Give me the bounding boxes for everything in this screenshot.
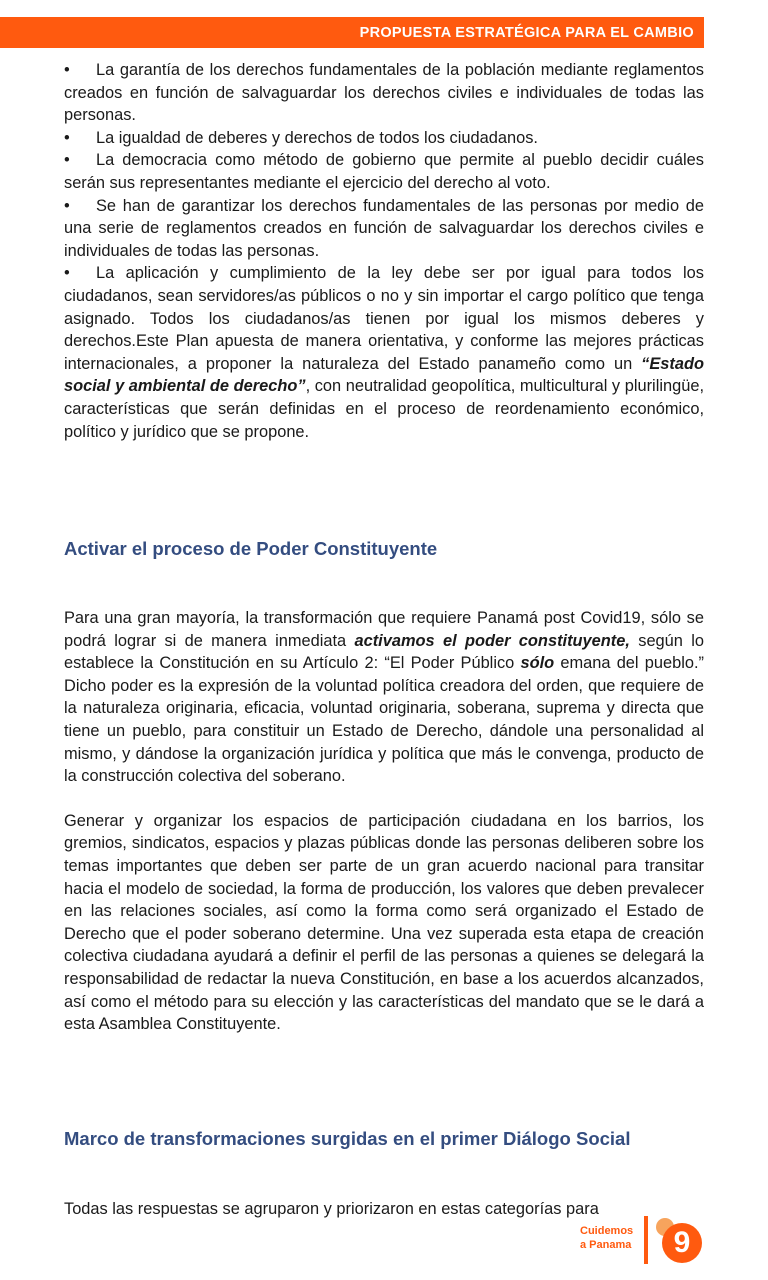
- bullet-icon: •: [64, 264, 70, 283]
- brand-line-2: a Panama: [580, 1239, 632, 1251]
- header-bar: [0, 17, 704, 48]
- paragraph-text: Para una gran mayoría, la transformación que requiere Panamá post Covid19, sólo se podrá lograr si de manera inmediata: [64, 609, 704, 650]
- list-item: [64, 262, 704, 443]
- emphasis-text: sólo: [520, 654, 555, 673]
- list-item-text: , con neutralidad geopolítica, multicultural y plurilingüe, características que serán definidas en el proceso de reordenamiento económico, político y jurídico que se propone.: [64, 377, 704, 441]
- section-heading-marco-transformaciones: Marco de transformaciones surgidas en el primer Diálogo Social: [64, 1128, 631, 1149]
- paragraph: Generar y organizar los espacios de participación ciudadana en los barrios, los gremios, sindicatos, espacios y plazas públicas donde las personas deliberen sobre los temas importantes que deben ser parte de un gran acuerdo nacional para transitar hacia el modelo de sociedad, la forma de producción, los valores que deben prevalecer en las relaciones sociales, así como la forma como será organizado el Estado de Derecho que el poder soberano determine. Una vez superada esta etapa de creación colectiva ciudadana ayudará a definir el perfil de las personas a quienes se delegará la responsabilidad de redactar la nueva Constitución, en base a los acuerdos alcanzados, así como el método para su elección y las características del mandato que se le dará a esta Asamblea Constituyente.: [64, 811, 704, 1034]
- paragraph: Todas las respuestas se agruparon y priorizaron en estas categorías para: [64, 1200, 599, 1218]
- list-item-text: La igualdad de deberes y derechos de todos los ciudadanos.: [96, 128, 538, 147]
- list-item: [64, 149, 704, 194]
- page-number: 9: [662, 1223, 702, 1263]
- header-title: PROPUESTA ESTRATÉGICA PARA EL CAMBIO: [359, 24, 694, 41]
- paragraph: [64, 607, 704, 788]
- footer-divider: [644, 1216, 648, 1264]
- list-item-text: La democracia como método de gobierno que permite al pueblo decidir cuáles serán sus representantes mediante el ejercicio del derecho al voto.: [64, 151, 704, 192]
- paragraph-text: emana del pueblo.” Dicho poder es la expresión de la voluntad política creadora del orden, que requiere de la naturaleza originaria, eficacia, voluntad originaria, soberana, suprema y directa que tiene un pueblo, para constituir un Estado de Derecho, dándole una personalidad al mismo, y dándose la organización jurídica y política que más le convenga, producto de la construcción colectiva del soberano.: [64, 654, 704, 786]
- section-body-poder-constituyente: [64, 607, 704, 1036]
- bullet-icon: •: [64, 61, 70, 79]
- list-item: [64, 195, 704, 263]
- brand-logo: [580, 1224, 633, 1252]
- list-item-text: La garantía de los derechos fundamentales de la población mediante reglamentos creados en función de salvaguardar los derechos civiles e individuales de todas las personas.: [64, 61, 704, 125]
- principles-list: [64, 59, 704, 443]
- section-heading-poder-constituyente: Activar el proceso de Poder Constituyente: [64, 538, 438, 559]
- list-item: [64, 127, 704, 150]
- list-item: [64, 59, 704, 127]
- list-item-text: Se han de garantizar los derechos fundamentales de las personas por medio de una serie de reglamentos creados en función de salvaguardar los derechos civiles e individuales de todas las personas.: [64, 196, 704, 260]
- brand-line-1: Cuidemos: [580, 1225, 634, 1237]
- page-footer: [580, 1216, 710, 1268]
- paragraph-text: según lo establece la Constitución en su Artículo 2: “El Poder Público: [64, 631, 704, 673]
- list-item-text: La aplicación y cumplimiento de la ley debe ser por igual para todos los ciudadanos, sean servidores/as públicos o no y sin importar el cargo político que tenga asignado. Todos los ciudadanos/as tienen por igual los mismos deberes y derechos.Este Plan apuesta de manera orientativa, y conforme las mejores prácticas internacionales, a proponer la naturaleza del Estado panameño como un: [64, 264, 704, 373]
- bullet-icon: •: [64, 196, 70, 215]
- emphasis-text: activamos el poder constituyente,: [354, 631, 630, 650]
- emphasis-text: “Estado social y ambiental de derecho”: [64, 354, 704, 396]
- bullet-icon: •: [64, 128, 70, 147]
- bullet-icon: •: [64, 151, 70, 170]
